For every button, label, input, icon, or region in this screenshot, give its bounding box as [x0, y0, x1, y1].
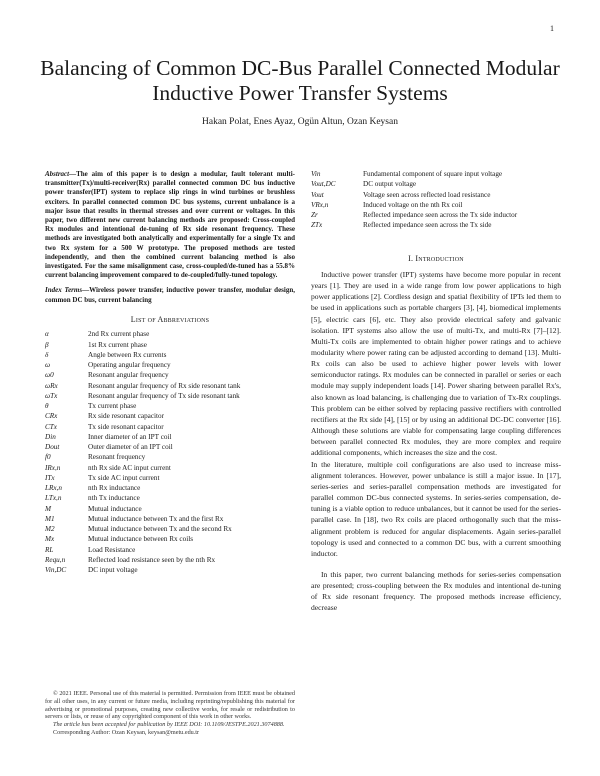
abbreviation-symbol: f0 [45, 453, 51, 462]
abbreviation-description: Load Resistance [88, 545, 136, 554]
abbreviation-description: nth Tx inductance [88, 494, 140, 503]
abbreviation-symbol: VRx,n [311, 200, 329, 209]
introduction-paragraph: Inductive power transfer (IPT) systems have become more popular in recent years [1]. They are used in a wide range from low power applications to high power applications [2]. Cordless design and spatial flexibility of IPTs led them to be used in applications such as portable chargers [3], [4], biomedical implements [5], electric cars [6], etc. They also provide electrical safety and galvanic isolation. IPT systems also allow the use of multi-Tx, and multi-Rx [7]–[12]. Multi-Tx coils are implemented to obtain higher power ratings and to achieve modularity where power rating can be adjusted according to demand [13]. Multi-Rx coils can also be used to achieve higher power levels with lower semiconductor ratings. Rx modules can be connected in parallel or series or each module may supply independent loads [14]. Power sharing between parallel Rx's, also known as load balancing, is challenging due to variation of Tx-Rx couplings. This problem can be either solved by replacing passive rectifiers with controlled rectifiers at the Rx side [4], [15] or by using an additional DC-DC converter [16]. Although these solutions are viable for compensating large coupling differences between parallel connected Rx modules, they are more complex and require additional components, which increases the size and the cost. [311, 269, 561, 458]
abbreviation-description: Tx side AC input current [88, 473, 160, 482]
abbreviation-row [45, 515, 295, 525]
introduction-paragraph: In this paper, two current balancing methods for series-series compensation are presented; cross-coupling between the Rx modules and intentional de-tuning of Rx side resonant frequency. The proposed methods increase efficiency, decrease [311, 569, 561, 613]
abbreviation-row [45, 453, 295, 463]
abbreviation-row [45, 361, 295, 371]
abbreviation-description: nth Rx side AC input current [88, 463, 171, 472]
abbreviation-description: Induced voltage on the nth Rx coil [363, 200, 463, 209]
abbreviation-description: Mutual inductance between Tx and the second Rx [88, 525, 232, 533]
abbreviation-description: Tx current phase [88, 402, 137, 410]
abbreviation-symbol: ZTx [311, 221, 323, 230]
abbreviation-row [45, 566, 295, 576]
abbreviation-row [311, 191, 561, 201]
abbreviation-symbol: Vin [311, 170, 321, 178]
index-terms [45, 286, 295, 304]
abbreviation-symbol: LRx,n [45, 484, 62, 492]
abbreviation-row [45, 525, 295, 535]
abbreviation-row [311, 180, 561, 190]
abbreviation-symbol: ω0 [45, 371, 54, 380]
abbreviation-symbol: Din [45, 432, 56, 441]
abbreviation-row [45, 484, 295, 494]
abbreviation-symbol: ωTx [45, 391, 58, 400]
abbreviation-description: Mutual inductance [88, 504, 142, 513]
abbreviation-symbol: M2 [45, 525, 55, 533]
abbreviation-symbol: Dout [45, 443, 60, 451]
abbreviation-description: Fundamental component of square input voltage [363, 170, 503, 178]
abbreviation-symbol: Vout [311, 190, 324, 199]
abbreviation-description: Angle between Rx currents [88, 350, 167, 359]
abbreviation-symbol: α [45, 330, 49, 339]
abbreviation-description: DC output voltage [363, 180, 417, 189]
introduction-heading: I. Introduction [408, 253, 464, 263]
abbreviation-symbol: Vin,DC [45, 566, 67, 574]
abbreviation-row [45, 402, 295, 412]
abbreviation-symbol: RL [45, 545, 54, 554]
abbreviation-row [311, 170, 561, 180]
abbreviations-heading: List of Abbreviations [130, 314, 210, 324]
abbreviation-description: Mutual inductance between Tx and the first Rx [88, 514, 224, 523]
abbreviation-description: Reflected load resistance seen by the nth Rx [88, 555, 216, 564]
abbreviation-row [45, 382, 295, 392]
abbreviation-symbol: IRx,n [45, 463, 61, 472]
abbreviation-symbol: Mx [45, 535, 55, 544]
abbreviation-symbol: LTx,n [45, 494, 62, 503]
left-column [45, 170, 295, 576]
abbreviation-row [45, 371, 295, 381]
abbreviation-description: Voltage seen across reflected load resistance [363, 190, 491, 199]
abbreviation-symbol: ωRx [45, 381, 58, 390]
abbreviation-row [45, 494, 295, 504]
abbreviation-description: DC input voltage [88, 566, 138, 574]
abbreviation-symbol: Requ,n [45, 555, 66, 564]
abbreviation-description: Resonant angular frequency [88, 371, 169, 380]
index-terms-lead: Index Terms [45, 286, 83, 295]
abbreviation-row [45, 546, 295, 556]
abbreviation-symbol: ITx [45, 473, 55, 482]
introduction-body [311, 269, 561, 614]
abbreviation-description: Reflected impedance seen across the Tx side inductor [363, 211, 518, 219]
abbreviation-symbol: M [45, 504, 51, 513]
abbreviation-description: Resonant angular frequency of Tx side resonant tank [88, 391, 240, 400]
abbreviation-symbol: M1 [45, 514, 55, 523]
abbreviation-symbol: CRx [45, 412, 58, 421]
abbreviation-row [311, 201, 561, 211]
abbreviation-row [45, 351, 295, 361]
abbreviation-symbol: CTx [45, 422, 57, 431]
abbreviation-symbol: Zr [311, 211, 318, 219]
abstract-text: —The aim of this paper is to design a modular, fault tolerant multi-transmitter(Tx)/multi-receiver(Rx) parallel connected common DC bus inductive power transfer(IPT) system to replace slip rings in wind turbines or brushless exciters. In parallel connected common DC bus systems, current unbalance is a major issue that results in thermal stresses and over current or voltages. In this paper, two different new current balancing methods are proposed: Cross-coupled Rx modules and intentional de-tuning of Rx side resonant frequency. These methods are investigated both analytically and experimentally for a single Tx and two Rx system for a 500 W prototype. The proposed methods are tested independently, and then the combined current balancing method is also investigated. For the same misalignment case, cross-coupled/de-tuned has a 55.8% current balancing improvement compared to de-coupled/fully-tuned topology. [45, 170, 295, 280]
abbreviation-row [45, 341, 295, 351]
index-terms-text: —Wireless power transfer, inductive power transfer, modular design, common DC bus, current balancing [45, 286, 295, 304]
right-column [311, 170, 561, 614]
abbreviation-description: Operating angular frequency [88, 361, 171, 369]
abbreviation-description: 2nd Rx current phase [88, 330, 150, 339]
abbreviation-row [45, 474, 295, 484]
abbreviation-description: Reflected impedance seen across the Tx side [363, 221, 492, 230]
abbreviation-description: 1st Rx current phase [88, 340, 147, 349]
abbreviation-description: Resonant angular frequency of Rx side resonant tank [88, 381, 241, 390]
abbreviation-row [45, 505, 295, 515]
abbreviation-row [45, 433, 295, 443]
abbreviation-symbol: ω [45, 361, 51, 369]
abstract [45, 170, 295, 280]
abbreviation-description: Outer diameter of an IPT coil [88, 443, 173, 451]
abbreviation-description: Mutual inductance between Rx coils [88, 535, 193, 544]
abbreviation-row [311, 221, 561, 231]
abbreviation-row [45, 423, 295, 433]
abbreviation-row [45, 443, 295, 453]
abbreviation-symbol: β [45, 340, 49, 349]
abbreviation-row [45, 556, 295, 566]
abbreviation-row [45, 535, 295, 545]
abbreviation-description: Tx side resonant capacitor [88, 422, 164, 431]
abbreviations-list [45, 330, 295, 576]
abbreviation-description: Resonant frequency [88, 453, 146, 462]
abstract-lead: Abstract [45, 170, 70, 178]
abbreviation-symbol: δ [45, 350, 49, 359]
paper-title: Balancing of Common DC-Bus Parallel Connected Modular Inductive Power Transfer Systems [40, 56, 560, 105]
abbreviation-symbol: θ [45, 402, 49, 410]
introduction-paragraph: In the literature, multiple coil configurations are also used to increase miss-alignment tolerances. However, power unbalance is still a major issue. In [17], series-series and series-parallel compensation methods are investigated for parallel common DC-bus connected systems. In series-series compensation, de-tuning is a viable option to reduce unbalances, but it cannot be used for the series-parallel case. In [18], two Rx coils are placed orthogonally such that the miss-alignment problem is reduced for angular displacements. Again series-parallel topology is used and connected to a common DC bus, with a current smoothing inductor. [311, 459, 561, 558]
abbreviation-row [45, 464, 295, 474]
corresponding-author: Corresponding Author: Ozan Keysan, keysan@metu.edu.tr [53, 728, 200, 736]
abbreviation-description: nth Rx inductance [88, 484, 141, 492]
acceptance-notice: The article has been accepted for publication by IEEE DOI: 10.1109/JESTPE.2021.3074888. [53, 721, 285, 729]
abbreviation-row [45, 392, 295, 402]
abbreviation-symbol: Vout,DC [311, 180, 336, 189]
copyright-footnote [45, 690, 295, 737]
abbreviation-description: Inner diameter of an IPT coil [88, 432, 172, 441]
copyright-notice: © 2021 IEEE. Personal use of this material is permitted. Permission from IEEE must be obtained for all other uses, in any current or future media, including reprinting/republishing this material for advertising or promotional purposes, creating new collective works, for resale or redistribution to servers or lists, or reuse of any copyrighted component of this work in other works. [45, 690, 295, 721]
abbreviation-row [311, 211, 561, 221]
abbreviation-row [45, 412, 295, 422]
page-number: 1 [550, 24, 554, 33]
abbreviation-row [45, 330, 295, 340]
abbreviations-list-continued [311, 170, 561, 232]
abbreviation-description: Rx side resonant capacitor [88, 412, 165, 421]
paper-authors: Hakan Polat, Enes Ayaz, Ogün Altun, Ozan Keysan [202, 117, 398, 127]
